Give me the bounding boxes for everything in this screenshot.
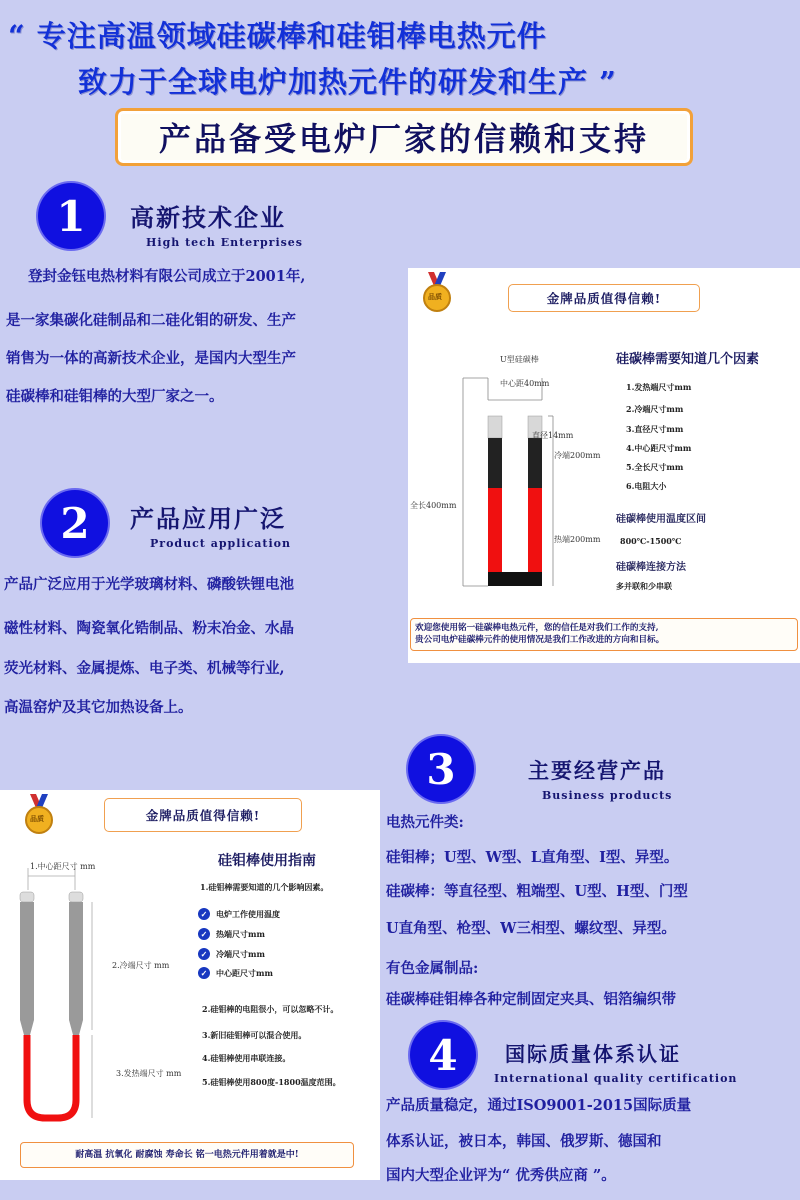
mosi-cold-label: 2.冷端尺寸 mm <box>112 961 170 970</box>
sic-connect-text: 多并联和少串联 <box>616 581 672 591</box>
mosi-rod-diagram <box>0 860 180 1130</box>
section-title-1: 高新技术企业 <box>130 203 286 232</box>
section-3-line-3: 硅碳棒：等直径型、粗端型、U型、H型、门型 <box>386 883 688 900</box>
medal-text-2: 品质 <box>30 814 44 823</box>
mosi-check-2-label: 热端尺寸mm <box>216 928 265 939</box>
mosi-intro: 1.硅钼棒需要知道的几个影响因素。 <box>200 882 329 892</box>
mosi-check-4-label: 中心距尺寸mm <box>216 967 273 978</box>
section-4-line-1: 产品质量稳定，通过ISO9001-2015国际质量 <box>386 1097 692 1114</box>
sic-factor-5: 5.全长尺寸mm <box>626 462 684 472</box>
mosi-note-5: 5.硅钼棒使用800度-1800温度范围。 <box>202 1077 341 1087</box>
sic-footer-line-2: 贵公司电炉硅碳棒元件的使用情况是我们工作改进的方向和目标。 <box>415 634 665 645</box>
hot-end-label: 热端200mm <box>554 535 601 544</box>
diameter-label: 直径14mm <box>532 431 574 440</box>
check-icon: ✓ <box>198 967 210 979</box>
section-subtitle-1: High tech Enterprises <box>146 236 304 249</box>
section-subtitle-4: International quality certification <box>494 1072 738 1085</box>
check-icon: ✓ <box>198 928 210 940</box>
mosi-note-4: 4.硅钼棒使用串联连接。 <box>202 1053 291 1063</box>
section-number-1: 1 <box>38 183 104 249</box>
sic-factor-6: 6.电阻大小 <box>626 481 667 491</box>
section-subtitle-3: Business products <box>542 789 673 802</box>
sic-temp-range: 800℃-1500℃ <box>620 536 682 546</box>
mosi-check-2 <box>198 928 265 940</box>
mosi-rod-info-card <box>0 790 380 1180</box>
section-subtitle-2: Product application <box>150 537 291 550</box>
cold-end-label: 冷端200mm <box>554 451 601 460</box>
check-icon: ✓ <box>198 948 210 960</box>
section-2-line-4: 高温窑炉及其它加热设备上。 <box>4 699 193 716</box>
section-2-line-2: 磁性材料、陶瓷氧化锆制品、粉末冶金、水晶 <box>4 620 294 637</box>
mosi-check-4 <box>198 967 273 979</box>
headline-line-1: “ 专注高温领域硅碳棒和硅钼棒电热元件 <box>8 19 547 53</box>
section-3-line-4: U直角型、枪型、W三相型、螺纹型、异型。 <box>386 920 676 937</box>
sic-factor-2: 2.冷端尺寸mm <box>626 404 684 414</box>
sic-card-footer <box>410 618 798 651</box>
check-icon: ✓ <box>198 908 210 920</box>
sic-rod-info-card <box>408 268 800 663</box>
medal-text: 品质 <box>428 292 442 301</box>
mosi-card-footer: 耐高温 抗氧化 耐腐蚀 寿命长 铭一电热元件用着就是中! <box>20 1142 354 1168</box>
rod-type-label: U型硅碳棒 <box>500 355 539 364</box>
mosi-check-1 <box>198 908 280 920</box>
quality-label-2: 金牌品质值得信赖! <box>104 798 302 832</box>
center-distance-label: 中心距40mm <box>500 379 550 388</box>
total-length-label: 全长400mm <box>410 501 457 510</box>
section-3-line-5: 有色金属制品: <box>386 960 479 977</box>
section-2-line-1: 产品广泛应用于光学玻璃材料、磷酸铁锂电池 <box>4 576 294 593</box>
section-title-2: 产品应用广泛 <box>130 504 286 533</box>
section-4-line-3: 国内大型企业评为“ 优秀供应商 ”。 <box>386 1167 616 1184</box>
section-3-line-2: 硅钼棒；U型、W型、L直角型、I型、异型。 <box>386 849 679 866</box>
section-title-4: 国际质量体系认证 <box>505 1042 681 1066</box>
sic-factors-heading: 硅碳棒需要知道几个因素 <box>616 352 760 367</box>
sic-temp-heading: 硅碳棒使用温度区间 <box>616 514 706 525</box>
section-3-line-6: 硅碳棒硅钼棒各种定制固定夹具、铝箔编织带 <box>386 991 676 1008</box>
sic-factor-1: 1.发热端尺寸mm <box>626 382 692 392</box>
mosi-center-label: 1.中心距尺寸 mm <box>30 862 96 871</box>
section-1-line-4: 硅碳棒和硅钼棒的大型厂家之一。 <box>6 388 224 405</box>
headline-line-2: 致力于全球电炉加热元件的研发和生产 ” <box>78 65 617 99</box>
mosi-check-3 <box>198 948 265 960</box>
section-1-line-1: 登封金钰电热材料有限公司成立于2001年, <box>28 268 306 285</box>
section-number-3: 3 <box>408 736 474 802</box>
section-1-line-3: 销售为一体的高新技术企业，是国内大型生产 <box>6 350 296 367</box>
sic-factor-3: 3.直径尺寸mm <box>626 424 684 434</box>
trust-banner: 产品备受电炉厂家的信赖和支持 <box>115 108 693 166</box>
mosi-hot-label: 3.发热端尺寸 mm <box>116 1069 182 1078</box>
u-rod-diagram <box>408 358 608 588</box>
section-1-line-2: 是一家集碳化硅制品和二硅化钼的研发、生产 <box>6 312 296 329</box>
mosi-check-3-label: 冷端尺寸mm <box>216 948 265 959</box>
section-3-line-1: 电热元件类: <box>386 814 464 831</box>
section-title-3: 主要经营产品 <box>528 758 666 783</box>
section-number-2: 2 <box>42 490 108 556</box>
sic-footer-line-1: 欢迎您使用铭一硅碳棒电热元件，您的信任是对我们工作的支持, <box>415 623 659 633</box>
quality-label: 金牌品质值得信赖! <box>508 284 700 312</box>
mosi-note-3: 3.新旧硅钼棒可以混合使用。 <box>202 1030 307 1040</box>
mosi-note-2: 2.硅钼棒的电阻很小，可以忽略不计。 <box>202 1004 339 1014</box>
sic-connect-heading: 硅碳棒连接方法 <box>616 562 686 573</box>
section-number-4: 4 <box>410 1022 476 1088</box>
section-2-line-3: 荧光材料、金属提炼、电子类、机械等行业, <box>4 660 285 677</box>
mosi-guide-heading: 硅钼棒使用指南 <box>218 853 316 869</box>
sic-factor-4: 4.中心距尺寸mm <box>626 443 692 453</box>
mosi-check-1-label: 电炉工作使用温度 <box>216 908 280 919</box>
section-4-line-2: 体系认证，被日本，韩国、俄罗斯、德国和 <box>386 1133 662 1150</box>
